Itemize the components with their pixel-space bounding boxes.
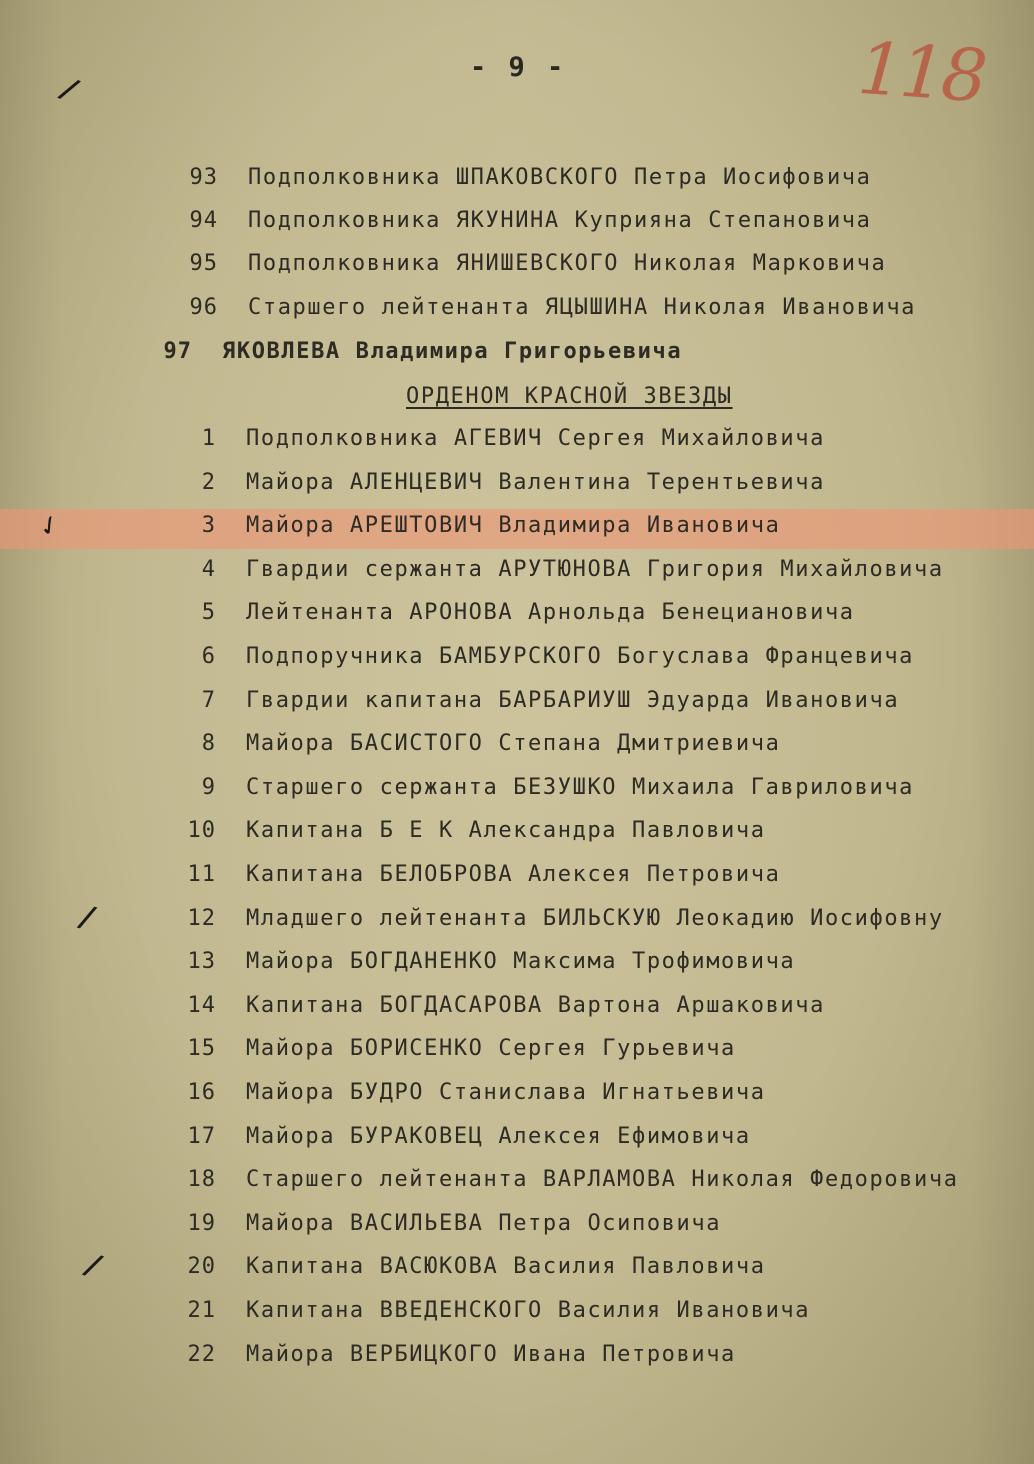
entry-number: 3 <box>201 513 216 539</box>
entry-number: 18 <box>187 1167 216 1193</box>
entry-number: 6 <box>201 644 216 669</box>
entry-number: 12 <box>187 905 216 931</box>
entry-text: Лейтенанта АРОНОВА Арнольда Бенециановича <box>246 600 855 626</box>
entry-text: Гвардии сержанта АРУТЮНОВА Григория Михайловича <box>246 556 944 582</box>
entry-text: Майора БАСИСТОГО Степана Дмитриевича <box>246 731 781 757</box>
entry-text: Майора ВЕРБИЦКОГО Ивана Петровича <box>246 1341 736 1367</box>
section-heading: ОРДЕНОМ КРАСНОЙ ЗВЕЗДЫ <box>406 384 733 409</box>
entry-number: 19 <box>187 1210 216 1236</box>
entry-text: Капитана ВАСЮКОВА Василия Павловича <box>246 1254 766 1280</box>
entry-text: Старшего лейтенанта ВАРЛАМОВА Николая Федоровича <box>246 1167 959 1193</box>
entry-text: Старшего сержанта БЕЗУШКО Михаила Гавриловича <box>246 774 915 800</box>
entry-text: Майора БОРИСЕНКО Сергея Гурьевича <box>246 1036 736 1062</box>
entry-text: ЯКОВЛЕВА Владимира Григорьевича <box>222 339 683 364</box>
entry-text: Подполковника ШПАКОВСКОГО Петра Иосифовича <box>248 165 872 190</box>
entry-number: 4 <box>201 556 216 582</box>
entry-number: 1 <box>201 426 216 451</box>
entry-text: Капитана Б Е К Александра Павловича <box>246 818 766 844</box>
margin-tick-mark: / <box>73 898 101 937</box>
archive-number-handwritten: 118 <box>855 25 987 119</box>
entry-text: Подпоручника БАМБУРСКОГО Богуслава Францевича <box>246 644 915 669</box>
entry-number: 13 <box>187 949 216 975</box>
entry-number: 93 <box>189 165 218 190</box>
entry-text: Старшего лейтенанта ЯЦЫШИНА Николая Ивановича <box>248 295 917 320</box>
entry-number: 22 <box>187 1341 216 1367</box>
entry-number: 16 <box>187 1080 216 1105</box>
entry-text: Капитана БОГДАСАРОВА Вартона Аршаковича <box>246 992 825 1018</box>
entry-number: 7 <box>201 687 216 713</box>
entry-number: 94 <box>189 208 218 233</box>
entry-number: 17 <box>187 1123 216 1149</box>
entry-number: 95 <box>189 251 218 276</box>
entry-number: 14 <box>187 992 216 1018</box>
entry-text: Капитана БЕЛОБРОВА Алексея Петровича <box>246 862 781 887</box>
margin-tick-mark: ✓ <box>32 505 66 546</box>
entry-number: 96 <box>189 295 218 320</box>
entry-number: 20 <box>187 1254 216 1280</box>
entry-number: 2 <box>201 469 216 495</box>
entry-number: 21 <box>187 1298 216 1323</box>
entry-number: 5 <box>201 600 216 626</box>
margin-tick-mark: / <box>78 1245 108 1286</box>
page-number: - 9 - <box>470 52 567 83</box>
entry-number: 11 <box>187 862 216 887</box>
entry-text: Подполковника ЯКУНИНА Куприяна Степановича <box>248 208 872 233</box>
entry-number: 10 <box>187 818 216 844</box>
entry-text: Майора ВАСИЛЬЕВА Петра Осиповича <box>246 1210 722 1236</box>
entry-number: 9 <box>201 774 216 800</box>
entry-text: Капитана ВВЕДЕНСКОГО Василия Ивановича <box>246 1298 811 1323</box>
entry-number: 15 <box>187 1036 216 1062</box>
entry-text: Подполковника АГЕВИЧ Сергея Михайловича <box>246 426 825 451</box>
entry-text: Майора БУДРО Станислава Игнатьевича <box>246 1080 766 1105</box>
entry-text: Майора АЛЕНЦЕВИЧ Валентина Терентьевича <box>246 469 825 495</box>
entry-text: Гвардии капитана БАРБАРИУШ Эдуарда Ивановича <box>246 687 900 713</box>
entry-number: 97 <box>163 339 192 364</box>
entry-text: Майора АРЕШТОВИЧ Владимира Ивановича <box>246 513 781 539</box>
entry-number: 8 <box>201 731 216 757</box>
entry-text: Майора БУРАКОВЕЦ Алексея Ефимовича <box>246 1123 751 1149</box>
entry-text: Майора БОГДАНЕНКО Максима Трофимовича <box>246 949 796 975</box>
entry-text: Младшего лейтенанта БИЛЬСКУЮ Леокадию Иосифовну <box>246 905 944 931</box>
entry-text: Подполковника ЯНИШЕВСКОГО Николая Марковича <box>248 251 887 276</box>
margin-tick-mark: / <box>53 69 85 110</box>
